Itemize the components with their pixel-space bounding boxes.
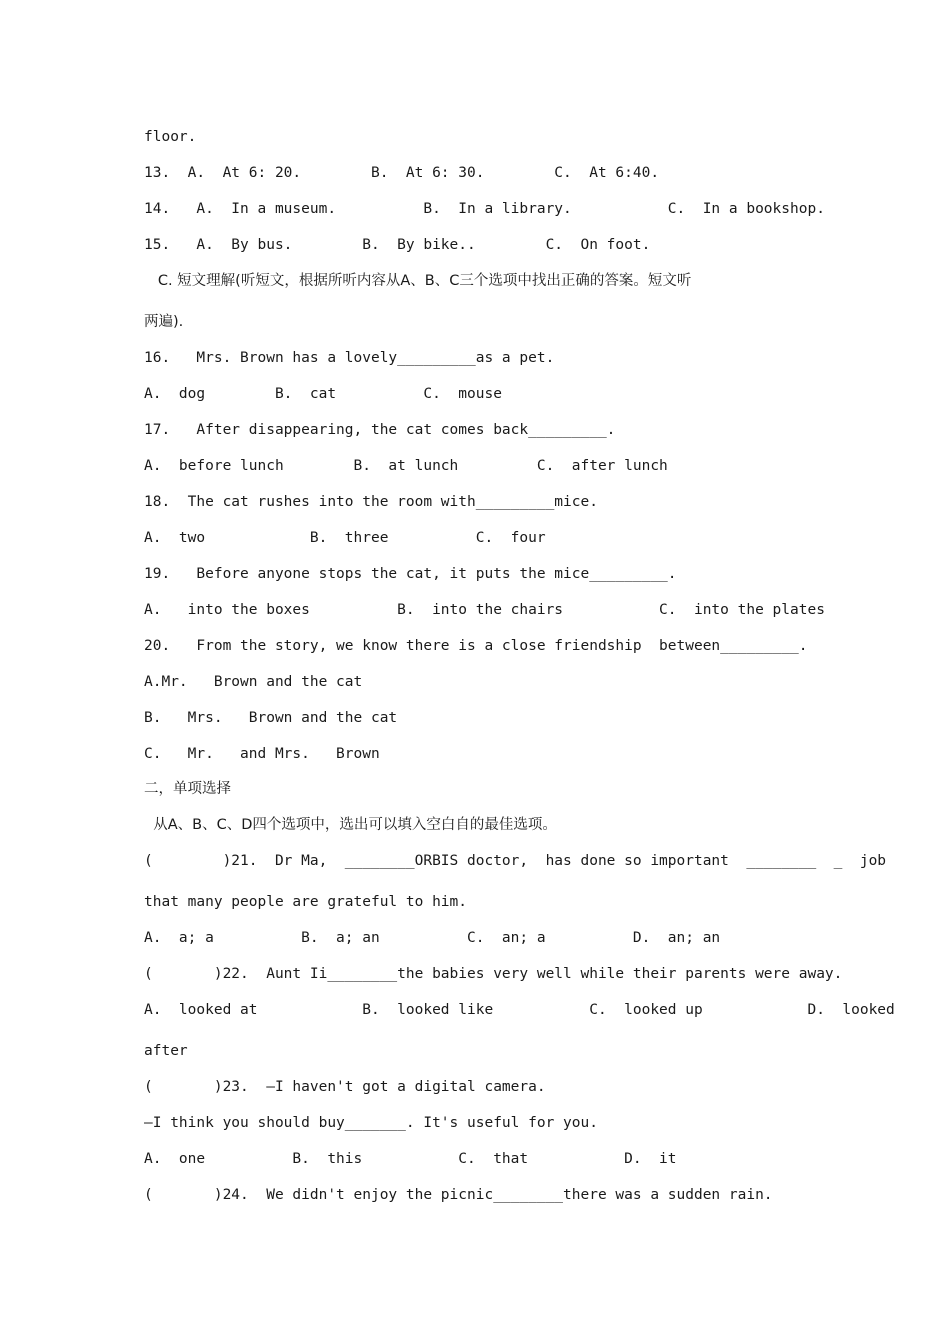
question-24: ( )24. We didn't enjoy the picnic________there was a sudden rain. xyxy=(144,1187,773,1203)
section-2-instructions: 从A、B、C、D四个选项中，选出可以填入空白自的最佳选项。 xyxy=(144,817,557,833)
question-23-options: A. one B. this C. that D. it xyxy=(144,1151,677,1167)
question-22: ( )22. Aunt Ii________the babies very well while their parents were away. xyxy=(144,966,843,982)
question-19-options: A. into the boxes B. into the chairs C. into the plates xyxy=(144,602,825,618)
question-16-options: A. dog B. cat C. mouse xyxy=(144,386,502,402)
question-16: 16. Mrs. Brown has a lovely_________as a pet. xyxy=(144,350,555,366)
question-15: 15. A. By bus. B. By bike.. C. On foot. xyxy=(144,237,651,253)
section-c-title-cont: 两遍). xyxy=(144,314,184,330)
question-22-options-cont: after xyxy=(144,1043,188,1059)
question-17-options: A. before lunch B. at lunch C. after lunch xyxy=(144,458,668,474)
question-23-reply: —I think you should buy_______. It's useful for you. xyxy=(144,1115,598,1131)
question-20-option-b: B. Mrs. Brown and the cat xyxy=(144,710,398,726)
question-13: 13. A. At 6: 20. B. At 6: 30. C. At 6:40. xyxy=(144,165,660,181)
question-21-options: A. a; a B. a; an C. an; a D. an; an xyxy=(144,930,721,946)
question-22-options: A. looked at B. looked like C. looked up D. looked xyxy=(144,1002,895,1018)
question-17: 17. After disappearing, the cat comes back_________. xyxy=(144,422,616,438)
question-20-option-c: C. Mr. and Mrs. Brown xyxy=(144,746,380,762)
question-21: ( )21. Dr Ma, ________ORBIS doctor, has done so important ________ _ job xyxy=(144,853,887,869)
question-23: ( )23. —I haven't got a digital camera. xyxy=(144,1079,546,1095)
question-14: 14. A. In a museum. B. In a library. C. In a bookshop. xyxy=(144,201,825,217)
question-18: 18. The cat rushes into the room with_________mice. xyxy=(144,494,598,510)
text-line-floor: floor. xyxy=(144,129,197,145)
question-18-options: A. two B. three C. four xyxy=(144,530,546,546)
section-c-title: C. 短文理解(听短文，根据所听内容从A、B、C三个选项中找出正确的答案。短文听 xyxy=(144,273,692,289)
question-20: 20. From the story, we know there is a close friendship between_________. xyxy=(144,638,808,654)
section-2-title: 二，单项选择 xyxy=(144,781,231,797)
question-19: 19. Before anyone stops the cat, it puts the mice_________. xyxy=(144,566,677,582)
question-21-cont: that many people are grateful to him. xyxy=(144,894,468,910)
question-20-option-a: A.Mr. Brown and the cat xyxy=(144,674,363,690)
